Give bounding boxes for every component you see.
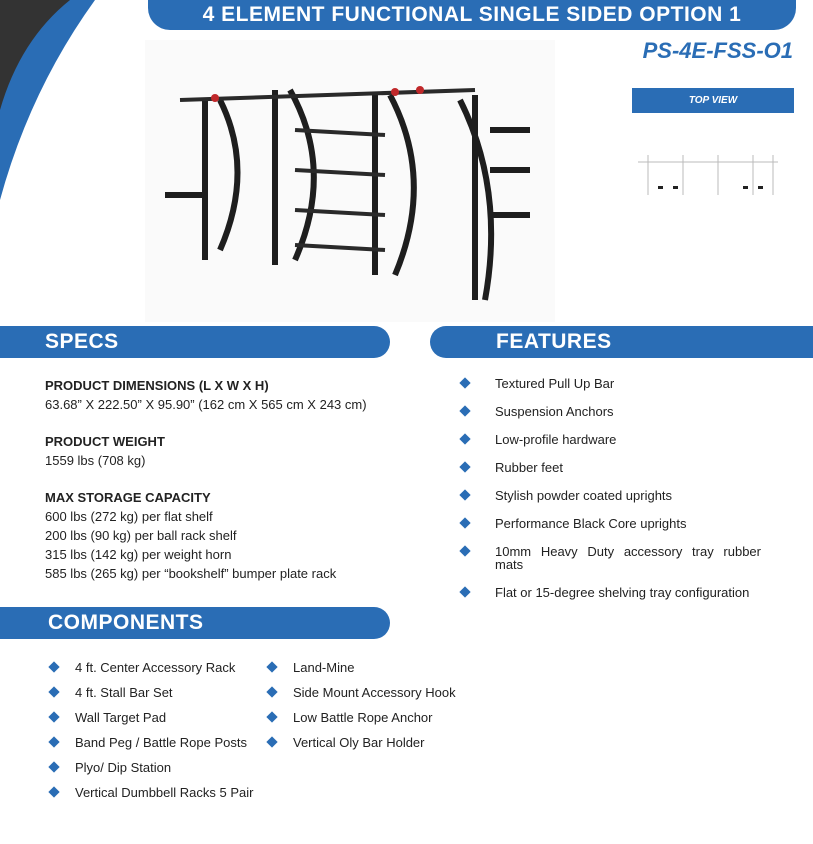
- storage-item: 600 lbs (272 kg) per flat shelf: [45, 509, 213, 524]
- spec-dimensions: [45, 376, 367, 414]
- components-heading: COMPONENTS: [0, 607, 390, 639]
- storage-item: 315 lbs (142 kg) per weight horn: [45, 547, 232, 562]
- diamond-bullet-icon: [459, 377, 470, 388]
- list-item: Rubber feet: [495, 461, 761, 474]
- list-item: 10mm Heavy Duty accessory tray rubber mats: [495, 545, 761, 571]
- dimensions-value: 63.68” X 222.50” X 95.90” (162 cm X 565 cm X 243 cm): [45, 397, 367, 412]
- diamond-bullet-icon: [459, 461, 470, 472]
- spec-storage: [45, 488, 336, 583]
- list-item: Stylish powder coated uprights: [495, 489, 761, 502]
- diamond-bullet-icon: [48, 786, 59, 797]
- components-list-right: [293, 661, 477, 749]
- corner-decoration: [0, 0, 160, 380]
- list-item: Band Peg / Battle Rope Posts: [75, 736, 259, 749]
- product-code: PS-4E-FSS-O1: [642, 38, 793, 63]
- list-item: 4 ft. Stall Bar Set: [75, 686, 259, 699]
- top-view-button[interactable]: TOP VIEW: [632, 88, 794, 113]
- weight-value: 1559 lbs (708 kg): [45, 453, 146, 468]
- diamond-bullet-icon: [48, 761, 59, 772]
- list-item: Flat or 15-degree shelving tray configuration: [495, 586, 761, 599]
- list-item: Plyo/ Dip Station: [75, 761, 259, 774]
- features-heading: FEATURES: [430, 326, 813, 358]
- product-image: [145, 40, 555, 322]
- diamond-bullet-icon: [48, 661, 59, 672]
- list-item: Wall Target Pad: [75, 711, 259, 724]
- list-item: Performance Black Core uprights: [495, 517, 761, 530]
- diamond-bullet-icon: [459, 433, 470, 444]
- weight-label: PRODUCT WEIGHT: [45, 434, 165, 449]
- list-item: Vertical Dumbbell Racks 5 Pair: [75, 786, 259, 799]
- diamond-bullet-icon: [266, 736, 277, 747]
- list-item: Low Battle Rope Anchor: [293, 711, 477, 724]
- diamond-bullet-icon: [459, 517, 470, 528]
- diamond-bullet-icon: [459, 405, 470, 416]
- diamond-bullet-icon: [459, 489, 470, 500]
- page-title: 4 ELEMENT FUNCTIONAL SINGLE SIDED OPTION 1: [148, 0, 796, 30]
- list-item: Vertical Oly Bar Holder: [293, 736, 477, 749]
- list-item: Land-Mine: [293, 661, 477, 674]
- diamond-bullet-icon: [266, 686, 277, 697]
- components-list-left: [75, 661, 259, 799]
- dimensions-label: PRODUCT DIMENSIONS (L X W X H): [45, 378, 269, 393]
- diamond-bullet-icon: [459, 545, 470, 556]
- diamond-bullet-icon: [48, 736, 59, 747]
- list-item: Textured Pull Up Bar: [495, 377, 761, 390]
- specs-heading: SPECS: [0, 326, 390, 358]
- diamond-bullet-icon: [48, 686, 59, 697]
- list-item: Low-profile hardware: [495, 433, 761, 446]
- list-item: Suspension Anchors: [495, 405, 761, 418]
- diamond-bullet-icon: [48, 711, 59, 722]
- diamond-bullet-icon: [459, 586, 470, 597]
- storage-label: MAX STORAGE CAPACITY: [45, 490, 211, 505]
- top-view-diagram: [628, 150, 788, 200]
- diamond-bullet-icon: [266, 711, 277, 722]
- list-item: Side Mount Accessory Hook: [293, 686, 477, 699]
- list-item: 4 ft. Center Accessory Rack: [75, 661, 259, 674]
- storage-item: 200 lbs (90 kg) per ball rack shelf: [45, 528, 237, 543]
- features-list: [495, 377, 761, 614]
- diamond-bullet-icon: [266, 661, 277, 672]
- spec-weight: [45, 432, 165, 470]
- storage-item: 585 lbs (265 kg) per “bookshelf” bumper plate rack: [45, 566, 337, 581]
